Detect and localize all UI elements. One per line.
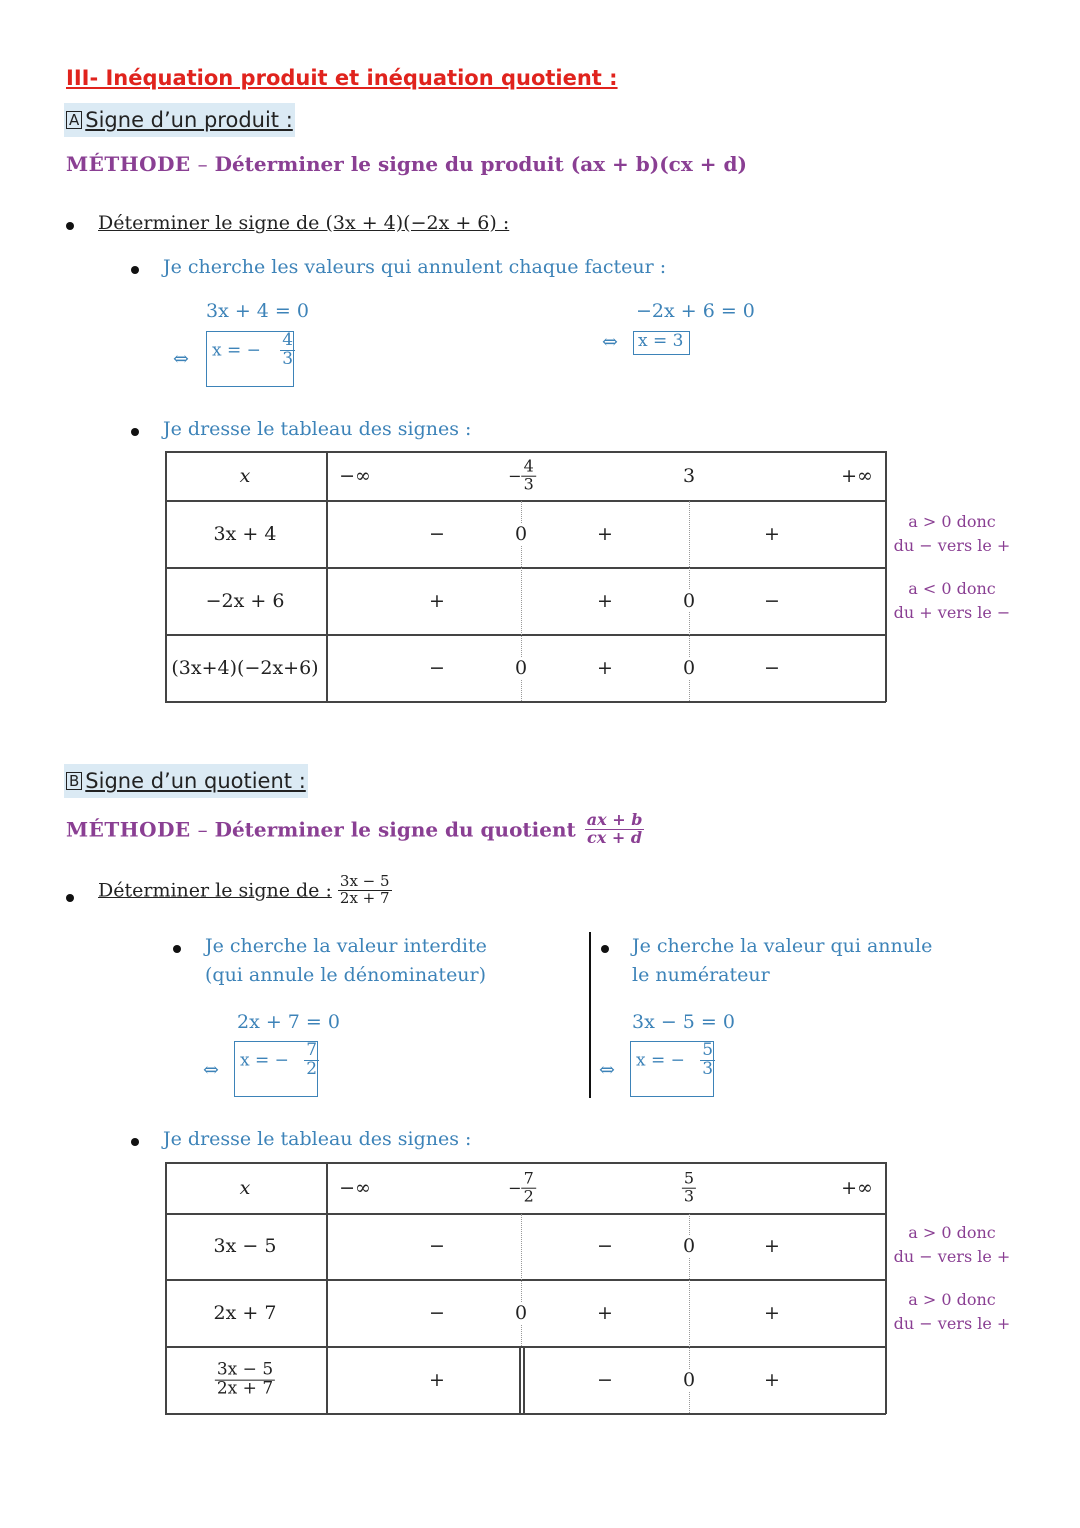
sign-cell: − — [429, 657, 445, 679]
fraction-num: ax + b — [586, 810, 643, 829]
fraction-den: 3 — [683, 1186, 695, 1206]
forbidden-value-bar — [519, 1347, 521, 1413]
product-eq1-lhs: x = − — [212, 340, 261, 361]
header-root2 — [682, 1168, 696, 1206]
product-eq1: 3x + 4 = 0 — [206, 300, 309, 322]
quotient-task — [98, 874, 392, 907]
sign-cell: − — [429, 1235, 445, 1257]
sign-cell: − — [429, 523, 445, 545]
bullet — [173, 945, 181, 953]
header-root2: 3 — [682, 465, 696, 487]
subtitle-a — [64, 103, 295, 137]
methode-b — [66, 812, 644, 847]
quotient-right-eq: 3x − 5 = 0 — [632, 1011, 735, 1033]
bullet — [131, 1138, 139, 1146]
bullet — [66, 222, 74, 230]
note-b-row1 — [890, 1221, 1014, 1269]
fraction-den: 2x + 7 — [339, 888, 390, 907]
quotient-right-result — [636, 1042, 715, 1079]
fraction — [338, 874, 392, 907]
sign-cell: + — [764, 1235, 780, 1257]
equiv-symbol: ⇔ — [602, 331, 618, 353]
sign-cell: + — [597, 657, 613, 679]
quotient-left-l1: Je cherche la valeur interdite — [205, 935, 487, 957]
equiv-symbol: ⇔ — [173, 348, 189, 370]
product-eq1-result — [212, 332, 295, 369]
note-line: du − vers le + — [893, 536, 1011, 555]
fraction — [700, 1042, 715, 1079]
note-line: a < 0 donc — [908, 579, 996, 598]
fraction — [682, 1168, 696, 1206]
header-x: x — [239, 1177, 251, 1199]
zero-cell: 0 — [514, 523, 528, 545]
fraction-den: 2 — [523, 1186, 534, 1206]
methode-a-dash: – — [197, 152, 208, 176]
fraction-den: 3 — [702, 1058, 714, 1079]
equiv-symbol: ⇔ — [599, 1059, 615, 1081]
forbidden-value-bar — [523, 1347, 525, 1413]
badge-b: B — [66, 772, 82, 790]
row-label: 3x + 4 — [213, 523, 277, 545]
fraction-num: 7 — [306, 1040, 318, 1060]
sign-cell: − — [597, 1369, 613, 1391]
note-line: a > 0 donc — [908, 512, 996, 531]
note-line: a > 0 donc — [908, 1290, 996, 1309]
sign-cell: + — [429, 1369, 445, 1391]
result-lhs: x = − — [636, 1050, 685, 1071]
fraction — [522, 1168, 536, 1206]
header-plus-inf: +∞ — [841, 465, 873, 487]
row-label: (3x+4)(−2x+6) — [171, 657, 319, 679]
row-label: 3x − 5 — [213, 1235, 277, 1257]
root1-sign: − — [508, 1178, 522, 1198]
header-minus-inf: −∞ — [339, 465, 371, 487]
quotient-step2: Je dresse le tableau des signes : — [163, 1128, 472, 1150]
bullet — [601, 945, 609, 953]
fraction — [215, 1359, 275, 1399]
fraction-num: 5 — [702, 1040, 714, 1060]
quotient-left-l2: (qui annule le dénominateur) — [205, 964, 487, 986]
note-line: du − vers le + — [893, 1247, 1011, 1266]
fraction-num: 5 — [683, 1168, 695, 1188]
fraction-num: 4 — [523, 456, 534, 476]
header-minus-inf: −∞ — [339, 1177, 371, 1199]
product-step1: Je cherche les valeurs qui annulent chaque facteur : — [163, 256, 667, 278]
product-step2: Je dresse le tableau des signes : — [163, 418, 472, 440]
bullet — [66, 894, 74, 902]
fraction-num: 7 — [523, 1168, 534, 1188]
equiv-symbol: ⇔ — [203, 1059, 219, 1081]
row-label — [215, 1359, 275, 1399]
zero-cell: 0 — [682, 1369, 696, 1391]
quotient-right-l1: Je cherche la valeur qui annule — [632, 935, 933, 957]
fraction — [522, 456, 536, 494]
fraction — [585, 812, 645, 847]
zero-cell: 0 — [682, 590, 696, 612]
note-line: a > 0 donc — [908, 1223, 996, 1242]
result-lhs: x = − — [240, 1050, 289, 1071]
note-line: du − vers le + — [893, 1314, 1011, 1333]
sign-cell: + — [597, 590, 613, 612]
fraction-num: 3x − 5 — [339, 872, 390, 890]
sign-cell: + — [764, 1302, 780, 1324]
methode-a — [66, 152, 747, 176]
section-title: III- Inéquation produit et inéquation quotient : — [66, 66, 618, 90]
quotient-left-eq: 2x + 7 = 0 — [237, 1011, 340, 1033]
methode-b-text: Déterminer le signe du quotient — [214, 817, 576, 842]
badge-a: A — [66, 111, 82, 129]
quotient-left-result — [240, 1042, 319, 1079]
subtitle-b-text: Signe d’un quotient : — [85, 769, 306, 793]
sign-cell: + — [764, 523, 780, 545]
product-eq2: −2x + 6 = 0 — [636, 300, 755, 322]
sign-cell: + — [597, 1302, 613, 1324]
header-plus-inf: +∞ — [841, 1177, 873, 1199]
zero-cell: 0 — [514, 657, 528, 679]
sign-cell: − — [429, 1302, 445, 1324]
fraction-den: 3 — [523, 474, 534, 494]
note-a-row1 — [890, 510, 1014, 558]
product-eq2-result: x = 3 — [638, 331, 684, 351]
fraction-den: 3 — [282, 348, 294, 369]
note-b-row2 — [890, 1288, 1014, 1336]
sign-cell: − — [764, 657, 780, 679]
subtitle-b — [64, 764, 308, 798]
row-label: −2x + 6 — [205, 590, 285, 612]
methode-a-label: MÉTHODE — [66, 152, 191, 176]
bullet — [131, 266, 139, 274]
fraction-den: 2x + 7 — [216, 1378, 274, 1399]
zero-cell: 0 — [682, 1235, 696, 1257]
subtitle-a-text: Signe d’un produit : — [85, 108, 293, 132]
fraction-num: 3x − 5 — [216, 1359, 274, 1380]
header-x: x — [239, 465, 251, 487]
root1-sign: − — [508, 466, 522, 486]
zero-cell: 0 — [514, 1302, 528, 1324]
header-root1 — [508, 456, 536, 494]
sign-cell: − — [764, 590, 780, 612]
note-line: du + vers le − — [893, 603, 1011, 622]
fraction-num: 4 — [282, 330, 294, 350]
sign-cell: + — [597, 523, 613, 545]
methode-b-dash: – — [197, 817, 208, 842]
sign-cell: − — [597, 1235, 613, 1257]
fraction — [304, 1042, 319, 1079]
product-task: Déterminer le signe de (3x + 4)(−2x + 6) : — [98, 212, 510, 234]
fraction-den: cx + d — [587, 827, 643, 847]
methode-b-label: MÉTHODE — [66, 817, 191, 842]
header-root1 — [508, 1168, 536, 1206]
bullet — [131, 428, 139, 436]
column-separator — [589, 932, 591, 1098]
sign-cell: + — [429, 590, 445, 612]
quotient-task-text: Déterminer le signe de : — [98, 879, 332, 902]
zero-cell: 0 — [682, 657, 696, 679]
row-label: 2x + 7 — [213, 1302, 277, 1324]
methode-a-text: Déterminer le signe du produit (ax + b)(cx + d) — [214, 152, 747, 176]
fraction-den: 2 — [306, 1058, 318, 1079]
sign-cell: + — [764, 1369, 780, 1391]
note-a-row2 — [890, 577, 1014, 625]
quotient-right-l2: le numérateur — [632, 964, 770, 986]
fraction — [280, 332, 295, 369]
